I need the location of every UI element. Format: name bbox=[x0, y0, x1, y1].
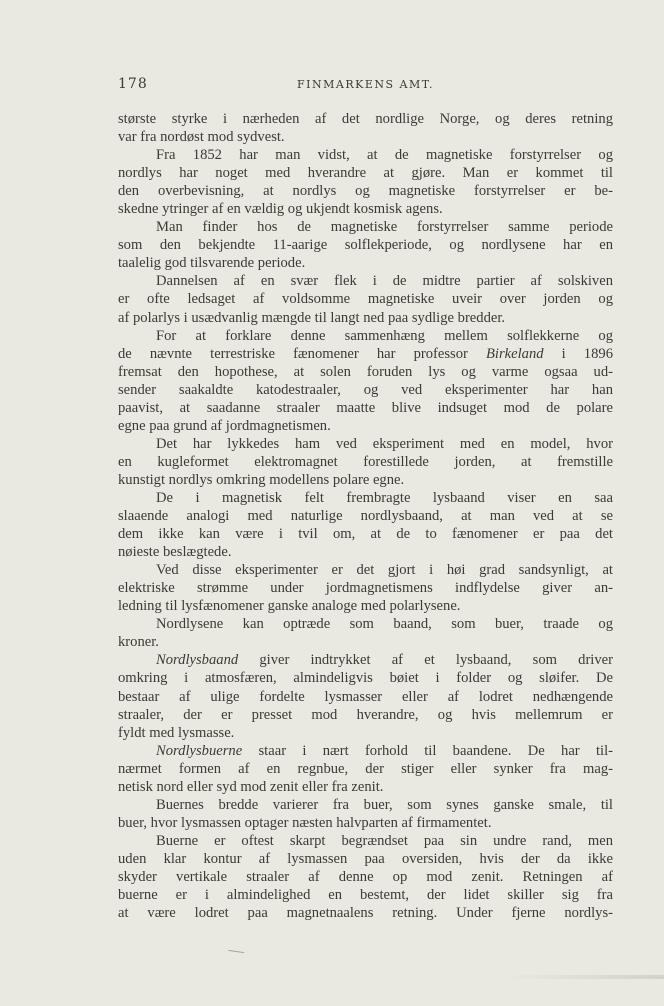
page-number: 178 bbox=[118, 76, 148, 92]
text-line: Ved disse eksperimenter er det gjort i høi grad sandsynligt, at bbox=[156, 562, 613, 579]
text-line: Nordlysbuerne staar i nært forhold til baandene. De har til- bbox=[156, 742, 613, 759]
text-line: var fra nordøst mod sydvest. bbox=[118, 129, 285, 146]
text-line: buer, hvor lysmassen optager næsten halvparten af firmamentet. bbox=[118, 814, 492, 831]
text-line: af polarlys i usædvanlig mængde til langt ned paa sydlige bredder. bbox=[118, 309, 506, 326]
text-line: Man finder hos de magnetiske forstyrrelser samme periode bbox=[156, 219, 613, 236]
body-text bbox=[118, 110, 613, 922]
text-line: Nordlysene kan optræde som baand, som buer, traade og bbox=[156, 616, 613, 633]
text-line: Fra 1852 har man vidst, at de magnetiske forstyrrelser og bbox=[156, 147, 613, 164]
text-line: fremsat den hopothese, at solen foruden lys og varme ogsaa ud- bbox=[118, 363, 613, 380]
text-line: Buerne er oftest skarpt begrændset paa sin undre rand, men bbox=[156, 832, 613, 849]
text-line: som den bekjendte 11-aarige solflekperiode, og nordlysene har en bbox=[118, 237, 613, 254]
text-line: Det har lykkedes ham ved eksperiment med en model, hvor bbox=[156, 435, 613, 452]
text-line: buerne er i almindelighed en bestemt, der lidet skiller sig fra bbox=[118, 887, 613, 904]
text-line: uden klar kontur af lysmassen paa oversiden, hvis der da ikke bbox=[118, 850, 613, 867]
text-line: sender saakaldte katodestraaler, og ved eksperimenter har han bbox=[118, 381, 613, 398]
text-line: de nævnte terrestriske fænomener har professor Birkeland i 1896 bbox=[118, 345, 613, 362]
text-line: kunstigt nordlys omkring modellens polare egne. bbox=[118, 471, 405, 488]
text-line: ledning til lysfænomener ganske analoge med polarlysene. bbox=[118, 598, 461, 615]
text-line: den overbevisning, at nordlys og magnetiske forstyrrelser er be- bbox=[118, 183, 613, 200]
text-line: Nordlysbaand giver indtrykket af et lysbaand, som driver bbox=[156, 652, 613, 669]
text-line: nærmet formen af en regnbue, der stiger eller synker fra mag- bbox=[118, 760, 613, 777]
text-line: Dannelsen af en svær flek i de midtre partier af solskiven bbox=[156, 273, 613, 290]
text-line: De i magnetisk felt frembragte lysbaand viser en saa bbox=[156, 489, 613, 506]
emphasized-term: Nordlysbaand bbox=[156, 652, 239, 669]
text-line: omkring i atmosfæren, almindeligvis bøiet i folder og sløifer. De bbox=[118, 670, 613, 687]
text-line: nøieste beslægtede. bbox=[118, 544, 232, 561]
text-line: slaaende analogi med naturlige nordlysbaand, at man ved at se bbox=[118, 508, 613, 525]
text-line: største styrke i nærheden af det nordlige Norge, og deres retning bbox=[118, 111, 613, 127]
text-line: kroner. bbox=[118, 634, 159, 651]
text-line: For at forklare denne sammenhæng mellem solflekkerne og bbox=[156, 327, 613, 344]
text-line: netisk nord eller syd mod zenit eller fra zenit. bbox=[118, 778, 384, 795]
text-line: egne paa grund af jordmagnetismen. bbox=[118, 417, 331, 434]
scan-edge-shadow bbox=[504, 975, 664, 979]
text-line: fyldt med lysmasse. bbox=[118, 724, 235, 741]
text-line: skedne ytringer af en vældig og ukjendt kosmisk agens. bbox=[118, 201, 443, 218]
text-line: paavist, at saadanne straaler maatte blive indsuget mod de polare bbox=[118, 399, 613, 416]
text-line: en kugleformet elektromagnet forestillede jorden, at fremstille bbox=[118, 453, 613, 470]
text-line: straaler, der er presset mod hverandre, og hvis mellemrum er bbox=[118, 706, 613, 723]
text-line: Buernes bredde varierer fra buer, som synes ganske smale, til bbox=[156, 796, 613, 813]
text-line: skyder vertikale straaler af denne op mod zenit. Retningen af bbox=[118, 868, 613, 885]
text-line: taalelig god tilsvarende periode. bbox=[118, 255, 306, 272]
text-line: er ofte ledsaget af voldsomme magnetiske uveir over jorden og bbox=[118, 291, 613, 308]
ink-mark bbox=[228, 950, 244, 955]
text-line: elektriske strømme under jordmagnetismens indflydelse giver an- bbox=[118, 580, 613, 597]
text-line: dem ikke kan være i tvil om, at de to fænomener er paa det bbox=[118, 526, 613, 543]
emphasized-term: Birkeland bbox=[485, 345, 544, 362]
page-header bbox=[118, 76, 613, 96]
text-line: nordlys har noget med hverandre at gjøre. Man er kommet til bbox=[118, 165, 613, 182]
running-title: FINMARKENS AMT. bbox=[297, 78, 434, 91]
text-line: at være lodret paa magnetnaalens retning. Under fjerne nordlys- bbox=[118, 905, 613, 922]
emphasized-term: Nordlysbuerne bbox=[156, 742, 243, 759]
text-line: bestaar af ulige fordelte lysmasser eller af lodret nedhængende bbox=[118, 688, 613, 705]
